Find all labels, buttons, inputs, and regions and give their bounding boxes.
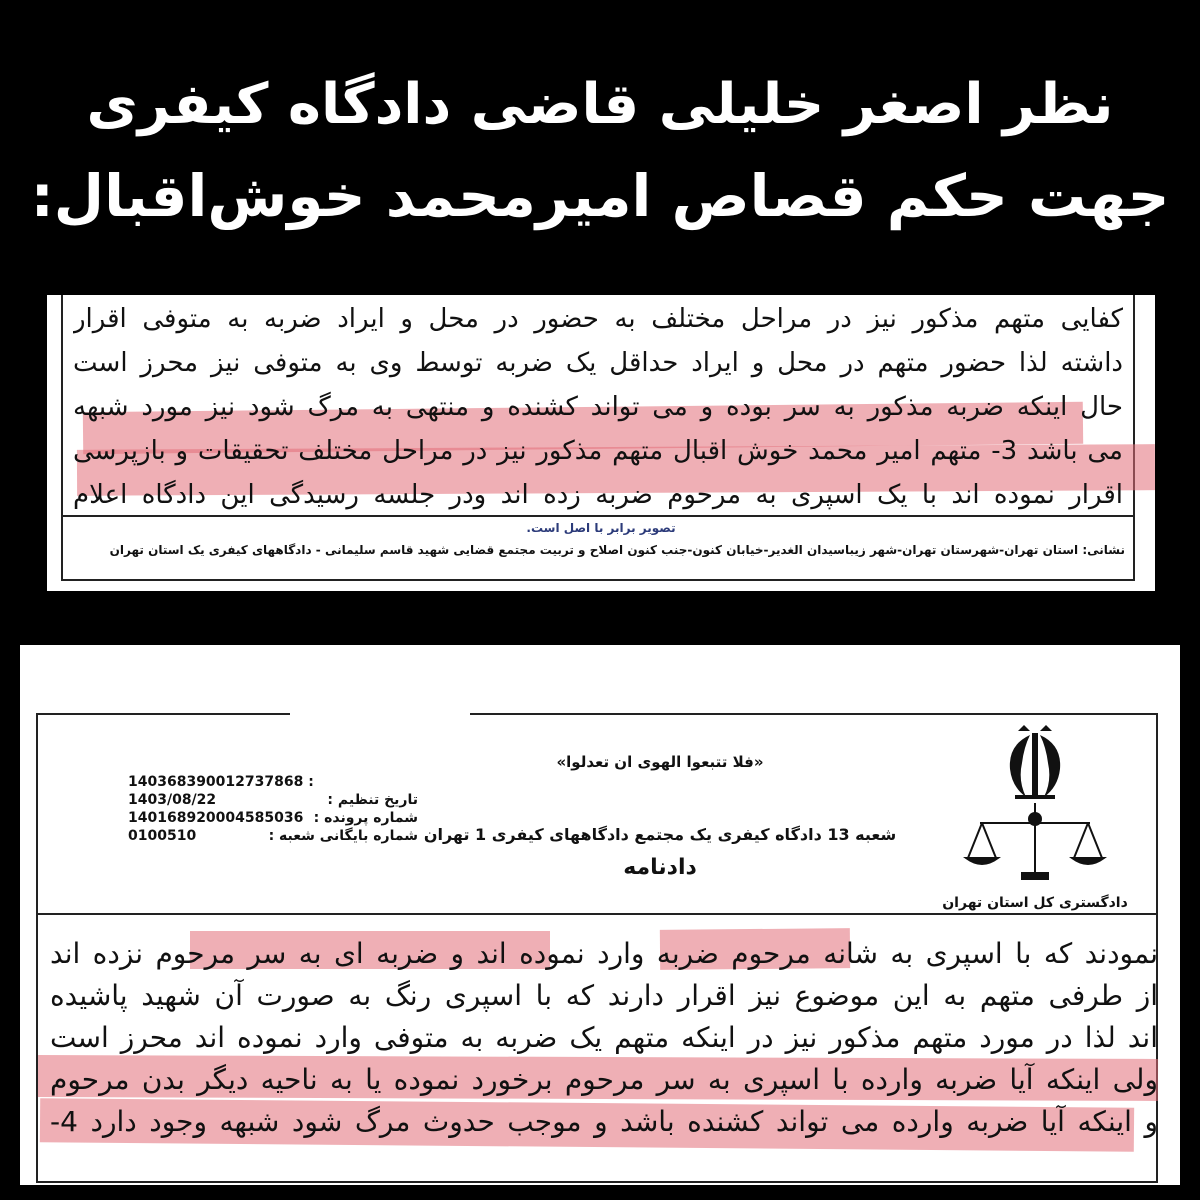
- headline: [0, 60, 1200, 242]
- text-line: و اینکه آیا ضربه وارده می تواند کشنده باشد و موجب حدوث مرگ شود شبهه وجود دارد 4-: [50, 1105, 1158, 1138]
- text-line: نمودند که با اسپری به شانه مرحوم ضربه وارد نموده اند و ضربه ای به سر مرحوم نزده اند: [50, 937, 1158, 970]
- document-body-text: [50, 933, 1158, 1143]
- text-line: اند لذا در مورد متهم مذکور نیز در اینکه متهم یک ضربه به متوفی وارد نموده اند محرز است: [50, 1021, 1158, 1054]
- text-line: ولی اینکه آیا ضربه وارده با اسپری به سر مرحوم برخورد نموده یا به ناحیه دیگر بدن مرحوم: [50, 1063, 1158, 1096]
- footer-divider: [63, 515, 1133, 517]
- case-metadata: [128, 773, 418, 845]
- text-line: می باشد 3- متهم امیر محمد خوش اقبال متهم مذکور نیز در مراحل مختلف تحقیقات و بازپرسی: [73, 436, 1123, 466]
- text-line: اقرار نموده اند با یک اسپری به مرحوم ضربه زده اند ودر جلسه رسیدگی این دادگاه اعلام: [73, 480, 1123, 510]
- document-excerpt-2: [20, 645, 1180, 1185]
- court-address: نشانی: استان تهران-شهرستان تهران-شهر زیباسیدان الغدیر-خیابان کنون-جنب کنون اصلاح و تربیت مجتمع قضایی شهید قاسم سلیمانی - دادگاههای کیفری یک استان تهران: [109, 543, 1125, 557]
- meta-value: 1403/08/22: [128, 792, 217, 808]
- redaction-gap: [290, 705, 470, 719]
- text-line: حال اینکه ضربه مذکور به سر بوده و می تواند کشنده و منتهی به مرگ شود نیز مورد شبهه: [73, 392, 1123, 422]
- meta-row: [128, 773, 418, 791]
- certified-copy-note: تصویر برابر با اصل است.: [526, 521, 676, 535]
- court-branch: شعبه 13 دادگاه کیفری یک مجتمع دادگاههای کیفری 1 تهران: [423, 825, 897, 844]
- text-line: از طرفی متهم به این موضوع نیز اقرار دارند که با اسپری رنگ به صورت آن شهید پاشیده: [50, 979, 1158, 1012]
- document-excerpt-1: [47, 295, 1155, 591]
- meta-value: 0100510: [128, 828, 197, 844]
- quran-verse: «فلا تتبعوا الهوی ان تعدلوا»: [556, 753, 764, 771]
- judiciary-emblem-icon: [960, 723, 1110, 893]
- header-divider: [36, 913, 1158, 915]
- text-line: کفایی متهم مذکور نیز در مراحل مختلف به حضور در محل و ایراد ضربه به متوفی اقرار: [73, 304, 1123, 334]
- judiciary-name: دادگستری کل استان تهران: [942, 895, 1128, 911]
- meta-row: [128, 791, 418, 809]
- text-line: داشته لذا حضور متهم در محل و ایراد حداقل یک ضربه توسط وی به متوفی نیز محرز است: [73, 348, 1123, 378]
- meta-label: شماره بایگانی شعبه :: [268, 828, 418, 844]
- meta-row: [128, 809, 418, 827]
- meta-value: 140168920004585036: [128, 810, 304, 826]
- meta-row: [128, 827, 418, 845]
- meta-label: شماره پرونده :: [313, 810, 418, 826]
- meta-value: 140368390012737868 :: [128, 774, 314, 790]
- headline-line-2: جهت حکم قصاص امیرمحمد خوش‌اقبال:: [30, 162, 1170, 230]
- document-body-text: [73, 297, 1123, 517]
- headline-line-1: نظر اصغر خلیلی قاضی دادگاه کیفری: [86, 72, 1114, 137]
- meta-label: تاریخ تنظیم :: [327, 792, 418, 808]
- document-title: دادنامه: [623, 855, 697, 880]
